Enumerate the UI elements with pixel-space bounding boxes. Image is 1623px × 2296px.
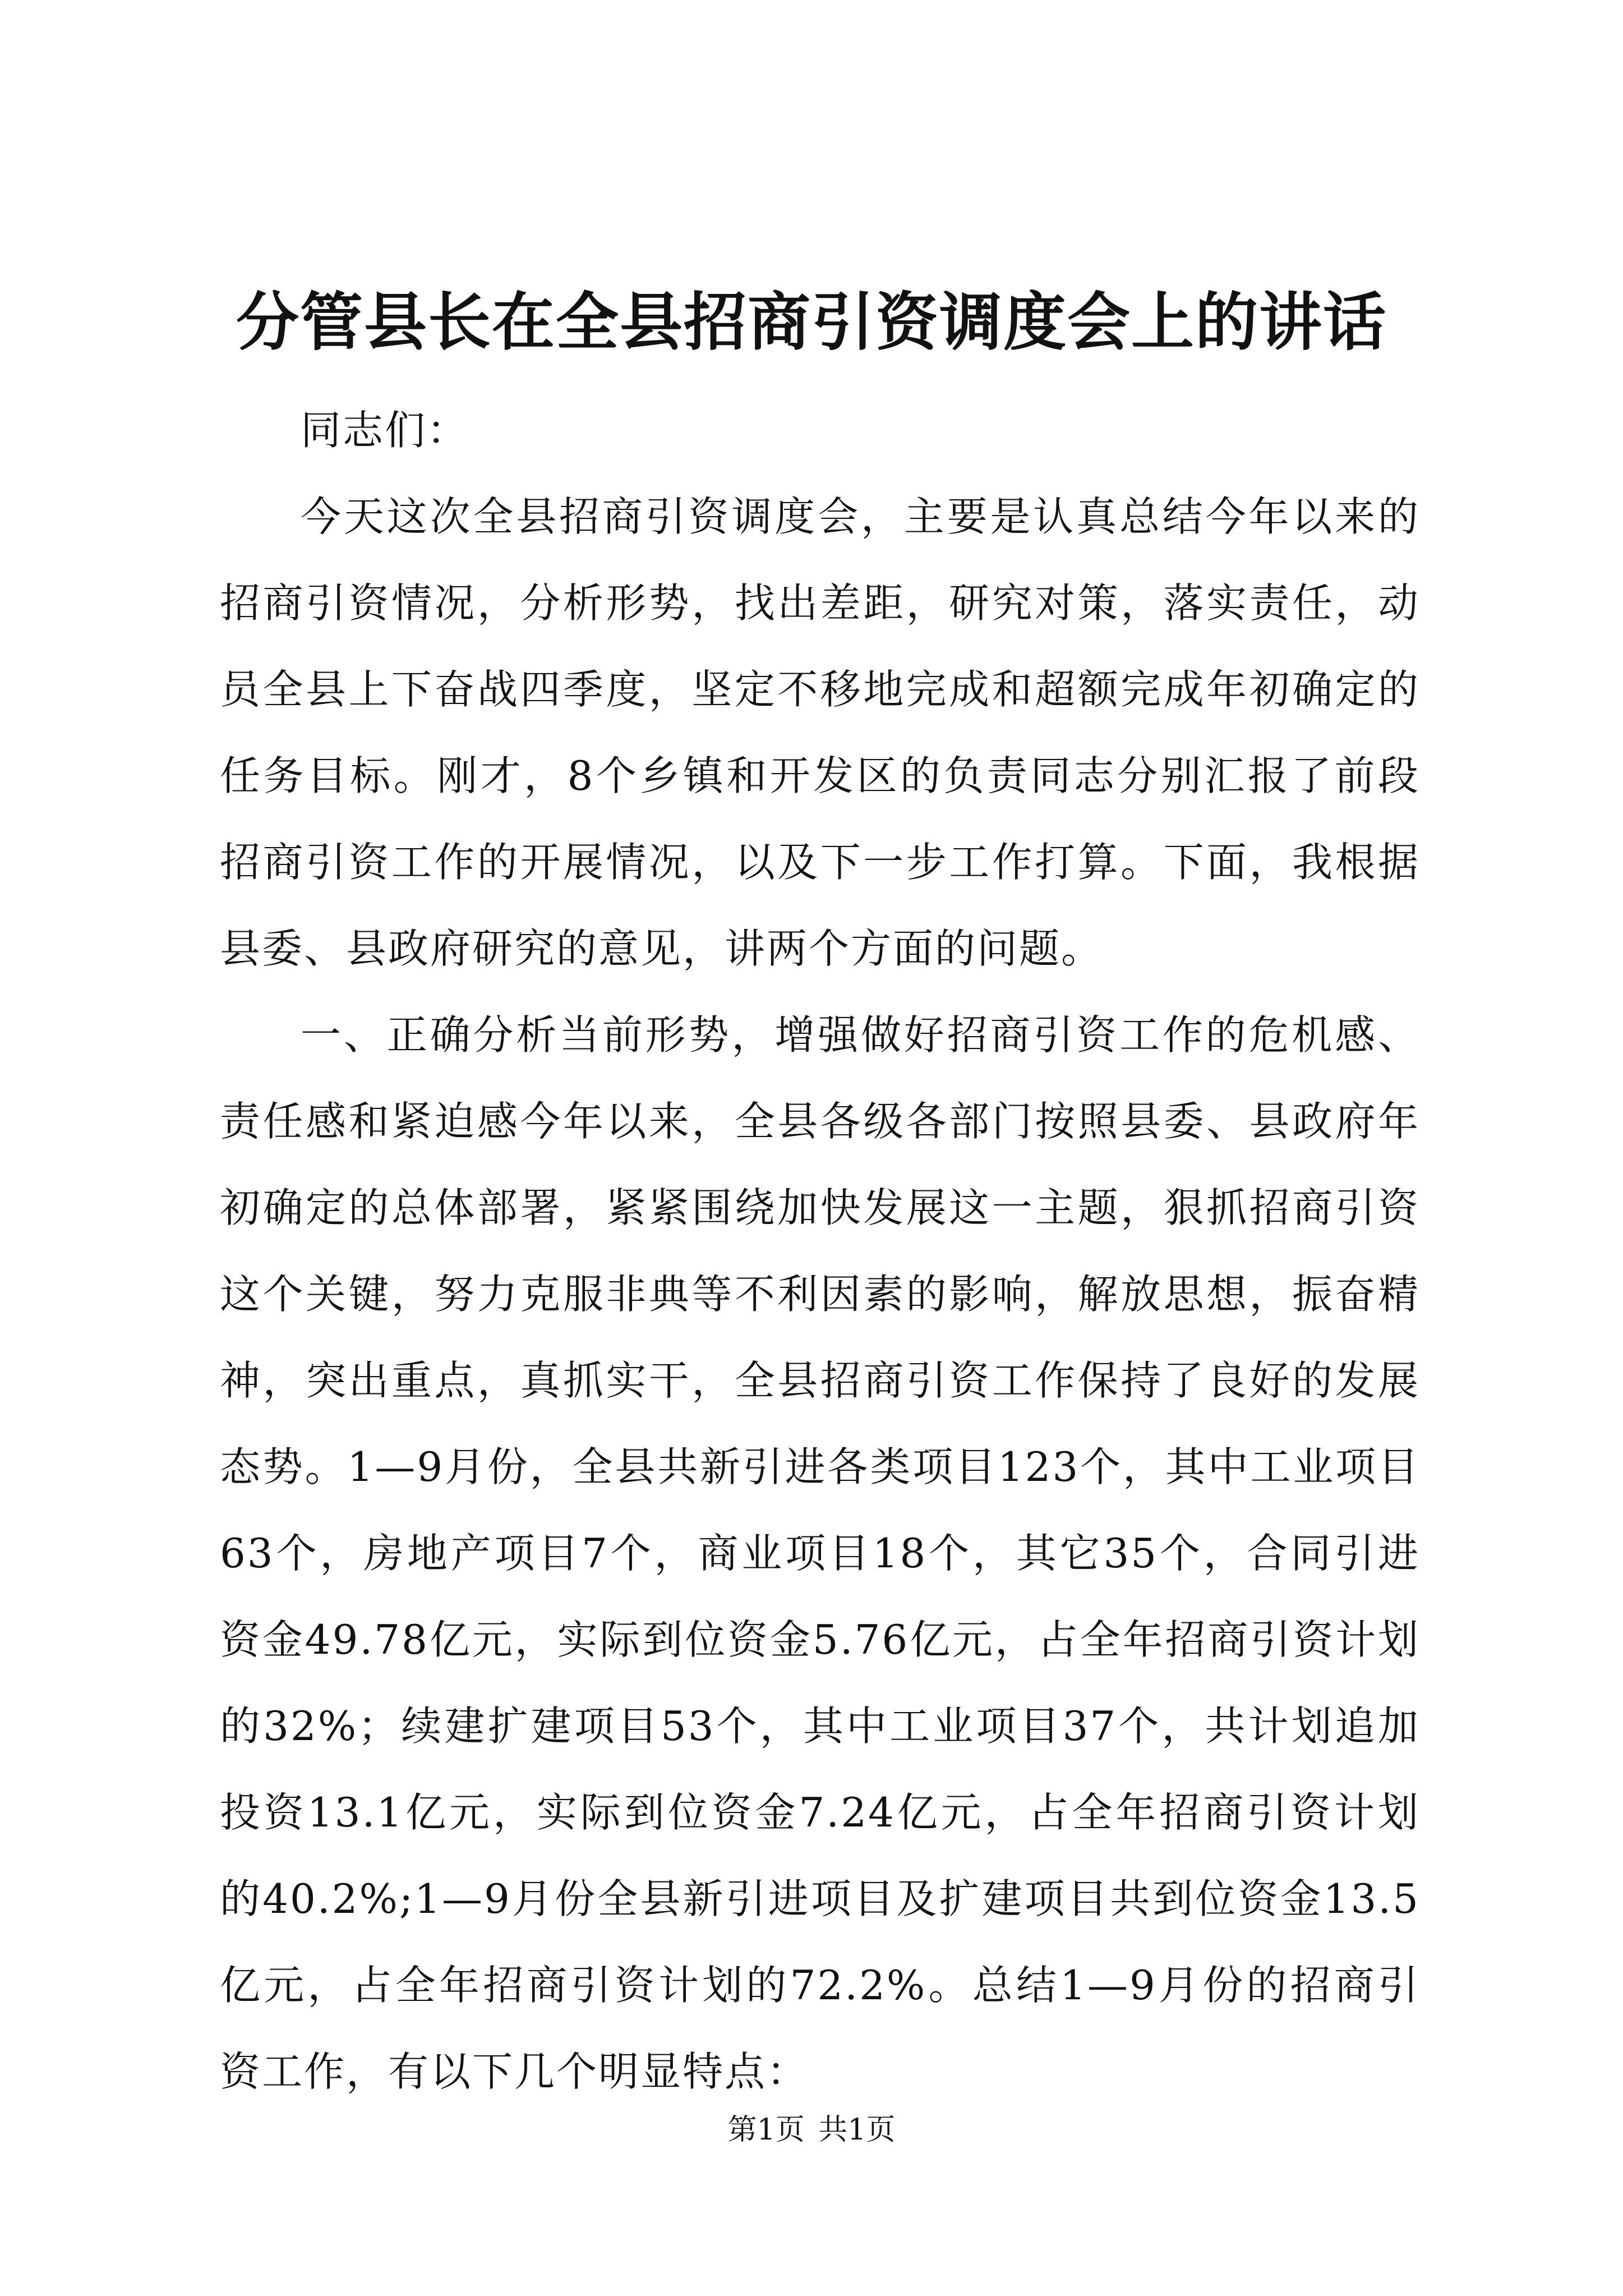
paragraph-situation: 一、正确分析当前形势，增强做好招商引资工作的危机感、责任感和紧迫感今年以来，全县各级各部门按照县委、县政府年初确定的总体部署，紧紧围绕加快发展这一主题，狠抓招商引资这个关键，努力克服非典等不利因素的影响，解放思想，振奋精神，突出重点，真抓实干，全县招商引资工作保持了良好的发展态势。1—9月份，全县共新引进各类项目123个，其中工业项目63个，房地产项目7个，商业项目18个，其它35个，合同引进资金49.78亿元，实际到位资金5.76亿元，占全年招商引资计划的32%；续建扩建项目53个，其中工业项目37个，共计划追加投资13.1亿元，实际到位资金7.24亿元，占全年招商引资计划的40.2%;1—9月份全县新引进项目及扩建项目共到位资金13.5亿元，占全年招商引资计划的72.2%。总结1—9月份的招商引资工作，有以下几个明显特点： xyxy=(220,1011,1420,2095)
document-body xyxy=(220,387,1420,2115)
page-footer xyxy=(0,2110,1623,2150)
paragraph-intro: 今天这次全县招商引资调度会，主要是认真总结今年以来的招商引资情况，分析形势，找出差距，研究对策，落实责任，动员全县上下奋战四季度，坚定不移地完成和超额完成年初确定的任务目标。刚才，8个乡镇和开发区的负责同志分别汇报了前段招商引资工作的开展情况，以及下一步工作打算。下面，我根据县委、县政府研究的意见，讲两个方面的问题。 xyxy=(220,493,1420,972)
document-title: 分管县长在全县招商引资调度会上的讲话 xyxy=(236,286,1387,359)
salutation: 同志们： xyxy=(301,407,469,454)
page-number: 第1页 xyxy=(727,2113,805,2147)
page-total: 共1页 xyxy=(818,2113,896,2147)
